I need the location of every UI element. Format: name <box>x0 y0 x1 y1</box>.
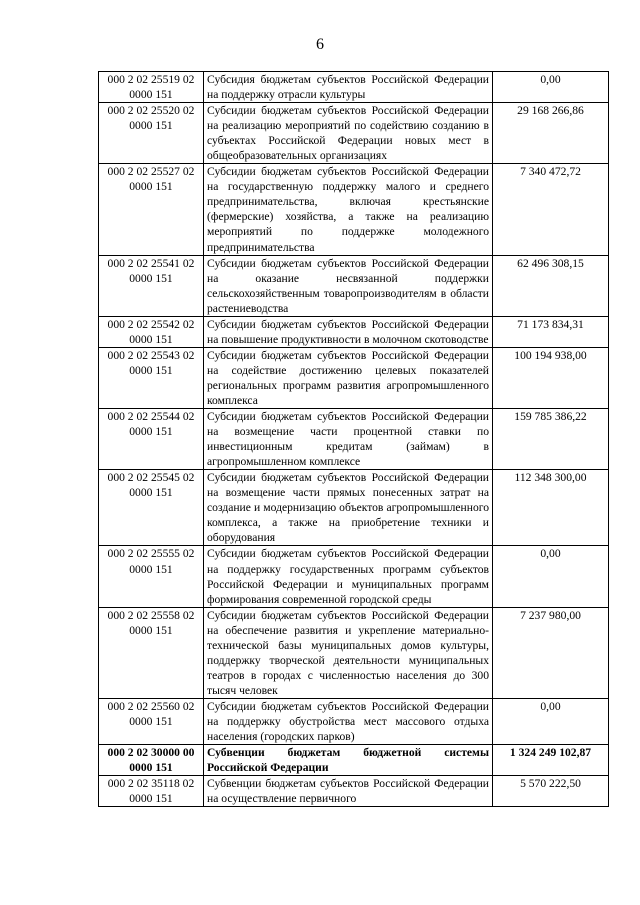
budget-code-cell: 000 2 02 25519 02 0000 151 <box>99 72 204 103</box>
revenue-name-cell: Субсидии бюджетам субъектов Российской Федерации на обеспечение развития и укрепление материально-технической базы муниципальных домов культуры, поддержку творческой деятельности муниципальных театров в городах с численностью населения до 300 тысяч человек <box>204 607 493 698</box>
table-row <box>99 316 609 347</box>
amount-cell: 7 340 472,72 <box>493 164 609 255</box>
budget-code-cell: 000 2 02 25555 02 0000 151 <box>99 546 204 607</box>
table-body <box>99 72 609 807</box>
table-row <box>99 745 609 776</box>
revenue-name-cell: Субсидии бюджетам субъектов Российской Федерации на поддержку обустройства мест массового отдыха населения (городских парков) <box>204 698 493 744</box>
budget-code-cell: 000 2 02 25560 02 0000 151 <box>99 698 204 744</box>
table-row <box>99 347 609 408</box>
table-row <box>99 607 609 698</box>
amount-cell: 1 324 249 102,87 <box>493 745 609 776</box>
revenue-name-cell: Субсидии бюджетам субъектов Российской Федерации на повышение продуктивности в молочном скотоводстве <box>204 316 493 347</box>
table-row <box>99 698 609 744</box>
revenue-name-cell: Субсидии бюджетам субъектов Российской Федерации на поддержку государственных программ субъектов Российской Федерации и муниципальных программ формирования современной городской среды <box>204 546 493 607</box>
amount-cell: 7 237 980,00 <box>493 607 609 698</box>
budget-code-cell: 000 2 02 35118 02 0000 151 <box>99 776 204 807</box>
revenue-name-cell: Субсидии бюджетам субъектов Российской Федерации на содействие достижению целевых показателей региональных программ развития агропромышленного комплекса <box>204 347 493 408</box>
amount-cell: 100 194 938,00 <box>493 347 609 408</box>
table-row <box>99 546 609 607</box>
amount-cell: 159 785 386,22 <box>493 409 609 470</box>
page-number: 6 <box>316 36 324 53</box>
amount-cell: 62 496 308,15 <box>493 255 609 316</box>
budget-code-cell: 000 2 02 25542 02 0000 151 <box>99 316 204 347</box>
budget-code-cell: 000 2 02 25520 02 0000 151 <box>99 103 204 164</box>
revenue-name-cell: Субсидии бюджетам субъектов Российской Федерации на возмещение части прямых понесенных затрат на создание и модернизацию объектов агропромышленного комплекса, а также на приобретение техники и оборудования <box>204 470 493 546</box>
table-row <box>99 409 609 470</box>
table-row <box>99 164 609 255</box>
revenue-name-cell: Субсидия бюджетам субъектов Российской Федерации на поддержку отрасли культуры <box>204 72 493 103</box>
budget-code-cell: 000 2 02 30000 00 0000 151 <box>99 745 204 776</box>
amount-cell: 0,00 <box>493 546 609 607</box>
table-row <box>99 470 609 546</box>
table-row <box>99 72 609 103</box>
budget-revenue-table <box>98 71 609 807</box>
table-row <box>99 255 609 316</box>
revenue-name-cell: Субвенции бюджетам бюджетной системы Российской Федерации <box>204 745 493 776</box>
amount-cell: 71 173 834,31 <box>493 316 609 347</box>
revenue-name-cell: Субсидии бюджетам субъектов Российской Федерации на государственную поддержку малого и среднего предпринимательства, включая крестьянские (фермерские) хозяйства, а также на реализацию мероприятий по поддержке молодежного предпринимательства <box>204 164 493 255</box>
budget-code-cell: 000 2 02 25545 02 0000 151 <box>99 470 204 546</box>
budget-code-cell: 000 2 02 25544 02 0000 151 <box>99 409 204 470</box>
budget-code-cell: 000 2 02 25558 02 0000 151 <box>99 607 204 698</box>
amount-cell: 5 570 222,50 <box>493 776 609 807</box>
amount-cell: 0,00 <box>493 698 609 744</box>
amount-cell: 0,00 <box>493 72 609 103</box>
table-row <box>99 103 609 164</box>
revenue-name-cell: Субвенции бюджетам субъектов Российской Федерации на осуществление первичного <box>204 776 493 807</box>
budget-code-cell: 000 2 02 25527 02 0000 151 <box>99 164 204 255</box>
revenue-name-cell: Субсидии бюджетам субъектов Российской Федерации на реализацию мероприятий по содействию созданию в субъектах Российской Федерации новых мест в общеобразовательных организациях <box>204 103 493 164</box>
revenue-name-cell: Субсидии бюджетам субъектов Российской Федерации на возмещение части процентной ставки по инвестиционным кредитам (займам) в агропромышленном комплексе <box>204 409 493 470</box>
amount-cell: 112 348 300,00 <box>493 470 609 546</box>
amount-cell: 29 168 266,86 <box>493 103 609 164</box>
revenue-name-cell: Субсидии бюджетам субъектов Российской Федерации на оказание несвязанной поддержки сельскохозяйственным товаропроизводителям в области растениеводства <box>204 255 493 316</box>
budget-code-cell: 000 2 02 25543 02 0000 151 <box>99 347 204 408</box>
budget-code-cell: 000 2 02 25541 02 0000 151 <box>99 255 204 316</box>
table-row <box>99 776 609 807</box>
